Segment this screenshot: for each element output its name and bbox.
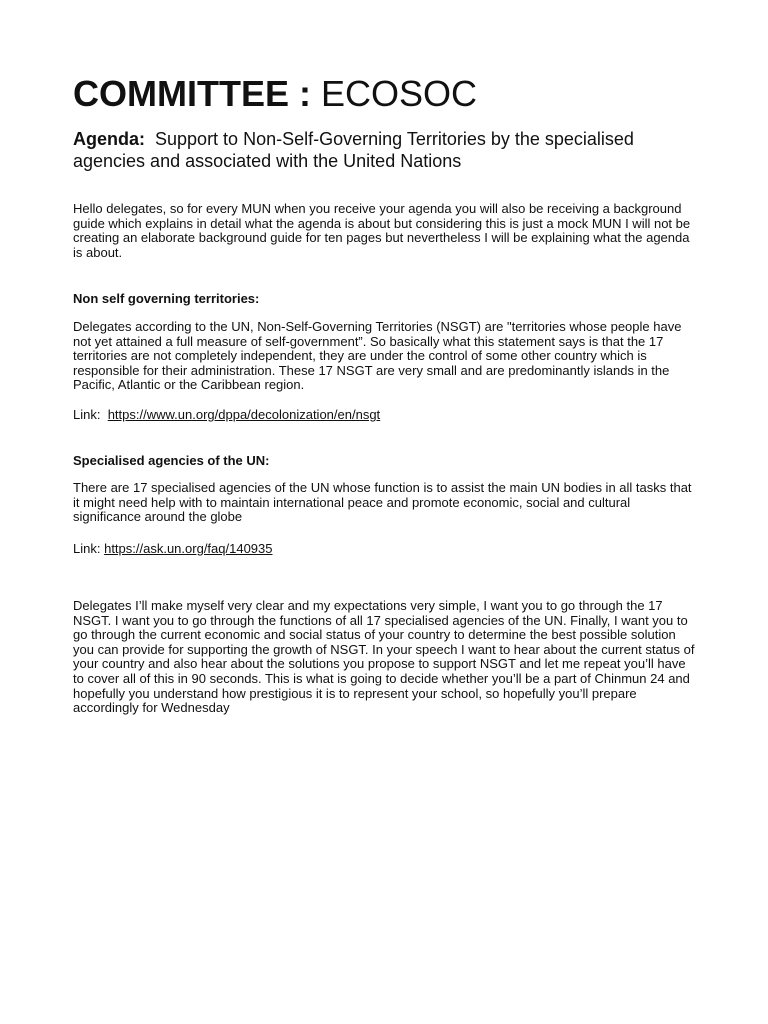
nsgt-link[interactable]: https://www.un.org/dppa/decolonization/en/nsgt: [107, 407, 381, 422]
nsgt-link-label: Link:: [73, 407, 101, 422]
intro-paragraph: Hello delegates, so for every MUN when you receive your agenda you will also be receiving a background guide which explains in detail what the agenda is about but considering this is just a mock MUN I will not be creating an elaborate background guide for ten pages but nevertheless I will be explaining what the agenda is about.: [73, 201, 691, 260]
agencies-link-label: Link:: [73, 541, 101, 556]
committee-label: COMMITTEE :: [73, 73, 311, 114]
agencies-link[interactable]: https://ask.un.org/faq/140935: [104, 541, 273, 556]
committee-title: [73, 72, 477, 116]
agencies-paragraph: There are 17 specialised agencies of the UN whose function is to assist the main UN bodies in all tasks that it might need help with to maintain international peace and promote economic, social and cultural significance around the globe: [73, 480, 692, 525]
agencies-heading: Specialised agencies of the UN:: [73, 453, 270, 468]
document-page: [73, 0, 699, 1024]
committee-name: ECOSOC: [321, 73, 478, 114]
nsgt-link-line: [73, 407, 380, 422]
agenda: [73, 128, 699, 172]
nsgt-paragraph: Delegates according to the UN, Non-Self-Governing Territories (NSGT) are "territories whose people have not yet attained a full measure of self-government”. So basically what this statement says is that the 17 territories are not completely independent, they are under the control of some other country which is responsible for their administration. These 17 NSGT are very small and are predominantly islands in the Pacific, Atlantic or the Caribbean region.: [73, 319, 682, 393]
agencies-link-line: [73, 541, 273, 556]
agenda-text: Support to Non-Self-Governing Territories by the specialised agencies and associated with the United Nations: [73, 129, 634, 171]
agenda-label: Agenda:: [73, 129, 145, 149]
expectations-paragraph: Delegates I’ll make myself very clear and my expectations very simple, I want you to go through the 17 NSGT. I want you to go through the functions of all 17 specialised agencies of the UN. Finally, I want you to go through the current economic and social status of your country to determine the best possible solution you can provide for supporting the growth of NSGT. In your speech I want to hear about the current status of your country and also hear about the solutions you propose to support NSGT and let me repeat you’ll have to cover all of this in 90 seconds. This is what is going to decide whether you’ll be a part of Chinmun 24 and hopefully you understand how prestigious it is to represent your school, so hopefully you’ll prepare accordingly for Wednesday: [73, 598, 695, 716]
nsgt-heading: Non self governing territories:: [73, 291, 260, 306]
